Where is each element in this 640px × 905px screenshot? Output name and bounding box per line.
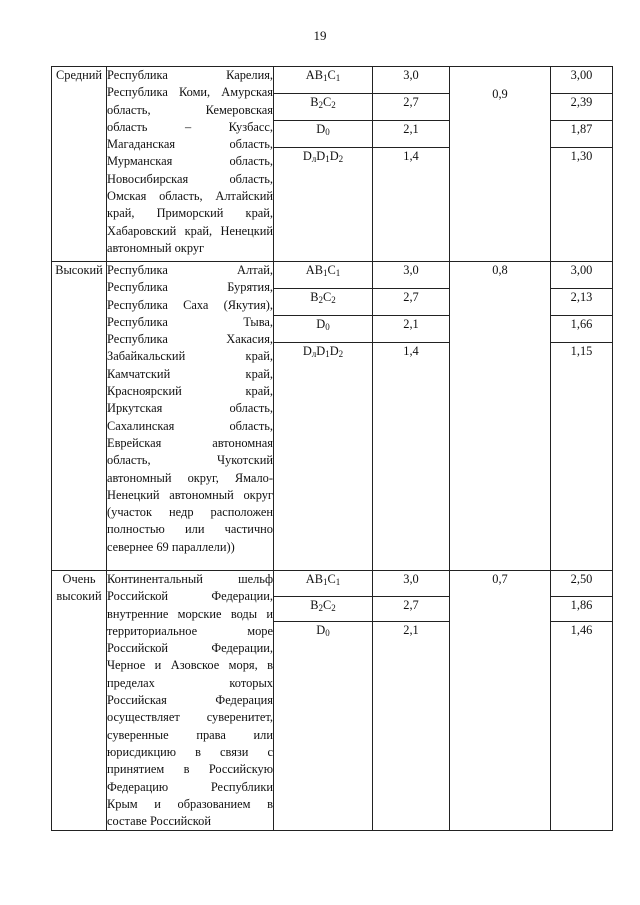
category-subscript: 1 — [325, 349, 330, 359]
level-cell — [52, 262, 107, 571]
result-value-cell: 1,15 — [551, 343, 613, 571]
category-letter: B — [310, 290, 319, 304]
region-text-line: Российской Федерации, — [107, 641, 273, 656]
base-value-cell: 1,4 — [373, 343, 450, 571]
category-cell — [274, 148, 373, 262]
category-subscript: 2 — [338, 349, 344, 359]
category-cell — [274, 67, 373, 94]
base-value-cell: 2,1 — [373, 622, 450, 831]
category-letter: D — [329, 344, 339, 358]
base-value-cell: 2,7 — [373, 289, 450, 316]
region-text-line: севернее 69 параллели)) — [107, 539, 235, 554]
base-value-cell: 2,7 — [373, 94, 450, 121]
base-value-cell: 3,0 — [373, 571, 450, 597]
region-text-line: Еврейская автономная — [107, 435, 273, 450]
category-subscript: 1 — [322, 73, 328, 83]
region-text-line: область – Кузбасс, — [107, 119, 273, 134]
region-text-line: Республика Тыва, — [107, 314, 273, 329]
level-label: высокий — [56, 589, 102, 604]
category-letter: C — [323, 290, 332, 304]
region-text-line: суверенные права или — [107, 727, 273, 742]
result-value-cell: 2,50 — [551, 571, 613, 597]
level-label: Средний — [56, 68, 102, 82]
region-text-line: Ненецкий автономный округ — [107, 487, 273, 502]
category-cell — [274, 289, 373, 316]
region-text-line: Иркутская область, — [107, 401, 273, 416]
table-row — [52, 262, 613, 289]
category-subscript: 1 — [335, 73, 341, 83]
coefficients-table — [51, 66, 613, 831]
region-text-line: осуществляет суверенитет, — [107, 710, 273, 725]
region-text-line: Камчатский край, — [107, 366, 273, 381]
category-subscript: 0 — [325, 628, 330, 639]
region-text-line: Республика Бурятия, — [107, 280, 273, 295]
category-subscript: 2 — [318, 100, 323, 110]
category-letter: AB — [305, 68, 323, 82]
region-text-line: Мурманская область, — [107, 154, 273, 169]
category-cell — [274, 571, 373, 597]
category-cell — [274, 121, 373, 148]
region-text-line: Хабаровский край, Ненецкий — [107, 223, 273, 238]
category-letter: D — [316, 317, 326, 331]
category-letter: D — [302, 344, 312, 358]
category-cell — [274, 343, 373, 571]
region-text-line: Континентальный шельф — [107, 572, 273, 586]
category-subscript: 1 — [322, 268, 328, 278]
region-text-line: Черное и Азовское моря, в — [107, 658, 273, 673]
regions-cell — [107, 571, 274, 831]
region-text-line: полностью или частично — [107, 522, 273, 537]
category-letter: D — [316, 122, 326, 136]
result-value-cell: 1,30 — [551, 148, 613, 262]
category-letter: B — [310, 597, 319, 612]
region-text-line: Федерацию Республики — [107, 779, 273, 794]
category-subscript: 1 — [335, 577, 341, 587]
coefficient-cell: 0,8 — [450, 262, 551, 571]
category-letter: AB — [305, 572, 323, 586]
category-letter: C — [323, 95, 332, 109]
region-text-line: Сахалинская область, — [107, 418, 273, 433]
base-value-cell: 1,4 — [373, 148, 450, 262]
page-number: 19 — [313, 28, 327, 43]
category-letter: C — [327, 68, 336, 82]
region-text-line: Крым и образованием в — [107, 796, 273, 811]
regions-cell — [107, 262, 274, 571]
region-text-line: Российской Федерации, — [107, 589, 273, 604]
region-text-line: Республика Коми, Амурская — [107, 85, 273, 100]
category-subscript: 1 — [322, 577, 328, 587]
category-subscript: л — [311, 349, 317, 359]
level-label: Высокий — [55, 263, 103, 277]
result-value-cell: 1,86 — [551, 596, 613, 622]
table-row — [52, 571, 613, 597]
base-value-cell: 3,0 — [373, 67, 450, 94]
region-text-line: область, Кемеровская — [107, 102, 273, 117]
region-text-line: Забайкальский край, — [107, 349, 273, 364]
category-letter: C — [327, 572, 336, 586]
region-text-line: (участок недр расположен — [107, 505, 273, 520]
category-letter: D — [316, 623, 326, 638]
region-text-line: автономный округ, Ямало- — [107, 470, 273, 485]
region-text-line: юрисдикцию в связи с — [107, 744, 273, 759]
region-text-line: принятием в Российскую — [107, 762, 273, 777]
level-label: Очень — [62, 572, 96, 586]
region-text-line: пределах которых — [107, 675, 273, 690]
category-cell — [274, 316, 373, 343]
category-cell — [274, 94, 373, 121]
category-letter: D — [316, 149, 326, 163]
category-letter: D — [302, 149, 312, 163]
region-text-line: Красноярский край, — [107, 384, 273, 399]
result-value-cell: 3,00 — [551, 67, 613, 94]
category-subscript: 2 — [338, 154, 344, 164]
region-text-line: Омская область, Алтайский — [107, 189, 273, 204]
category-subscript: 0 — [325, 127, 330, 137]
base-value-cell: 2,1 — [373, 316, 450, 343]
region-text-line: край, Приморский край, — [107, 206, 273, 221]
region-text-line: Российская Федерация — [107, 693, 273, 708]
category-subscript: 2 — [331, 100, 336, 110]
result-value-cell: 2,39 — [551, 94, 613, 121]
result-value-cell: 2,13 — [551, 289, 613, 316]
region-text-line: автономный округ — [107, 240, 205, 255]
category-subscript: 0 — [325, 322, 330, 332]
category-letter: C — [323, 597, 332, 612]
region-text-line: составе Российской — [107, 814, 212, 829]
region-text-line: внутренние морские воды и — [107, 606, 273, 621]
level-cell — [52, 571, 107, 831]
category-cell — [274, 262, 373, 289]
result-value-cell: 1,87 — [551, 121, 613, 148]
category-letter: AB — [305, 263, 323, 277]
result-value-cell: 1,66 — [551, 316, 613, 343]
region-text-line: область, Чукотский — [107, 453, 273, 468]
region-text-line: Магаданская область, — [107, 137, 273, 152]
result-value-cell: 1,46 — [551, 622, 613, 831]
category-subscript: л — [311, 154, 317, 164]
category-subscript: 2 — [331, 295, 336, 305]
category-subscript: 2 — [331, 602, 336, 613]
level-cell — [52, 67, 107, 262]
region-text-line: Республика Саха (Якутия), — [107, 297, 273, 312]
category-letter: D — [329, 149, 339, 163]
region-text-line: Республика Карелия, — [107, 68, 273, 82]
regions-cell — [107, 67, 274, 262]
coefficient-cell: 0,7 — [450, 571, 551, 831]
region-text-line: Республика Хакасия, — [107, 332, 273, 347]
category-cell — [274, 596, 373, 622]
base-value-cell: 2,7 — [373, 596, 450, 622]
region-text-line: Новосибирская область, — [107, 171, 273, 186]
region-text-line: территориальное море — [107, 623, 273, 638]
category-letter: B — [310, 95, 319, 109]
result-value-cell: 3,00 — [551, 262, 613, 289]
category-letter: D — [316, 344, 326, 358]
category-cell — [274, 622, 373, 831]
category-subscript: 2 — [318, 295, 323, 305]
category-subscript: 2 — [318, 602, 323, 613]
table-row — [52, 67, 613, 94]
region-text-line: Республика Алтай, — [107, 263, 273, 277]
category-subscript: 1 — [325, 154, 330, 164]
coefficient-cell: 0,9 — [450, 67, 551, 262]
base-value-cell: 2,1 — [373, 121, 450, 148]
base-value-cell: 3,0 — [373, 262, 450, 289]
category-subscript: 1 — [335, 268, 341, 278]
category-letter: C — [327, 263, 336, 277]
